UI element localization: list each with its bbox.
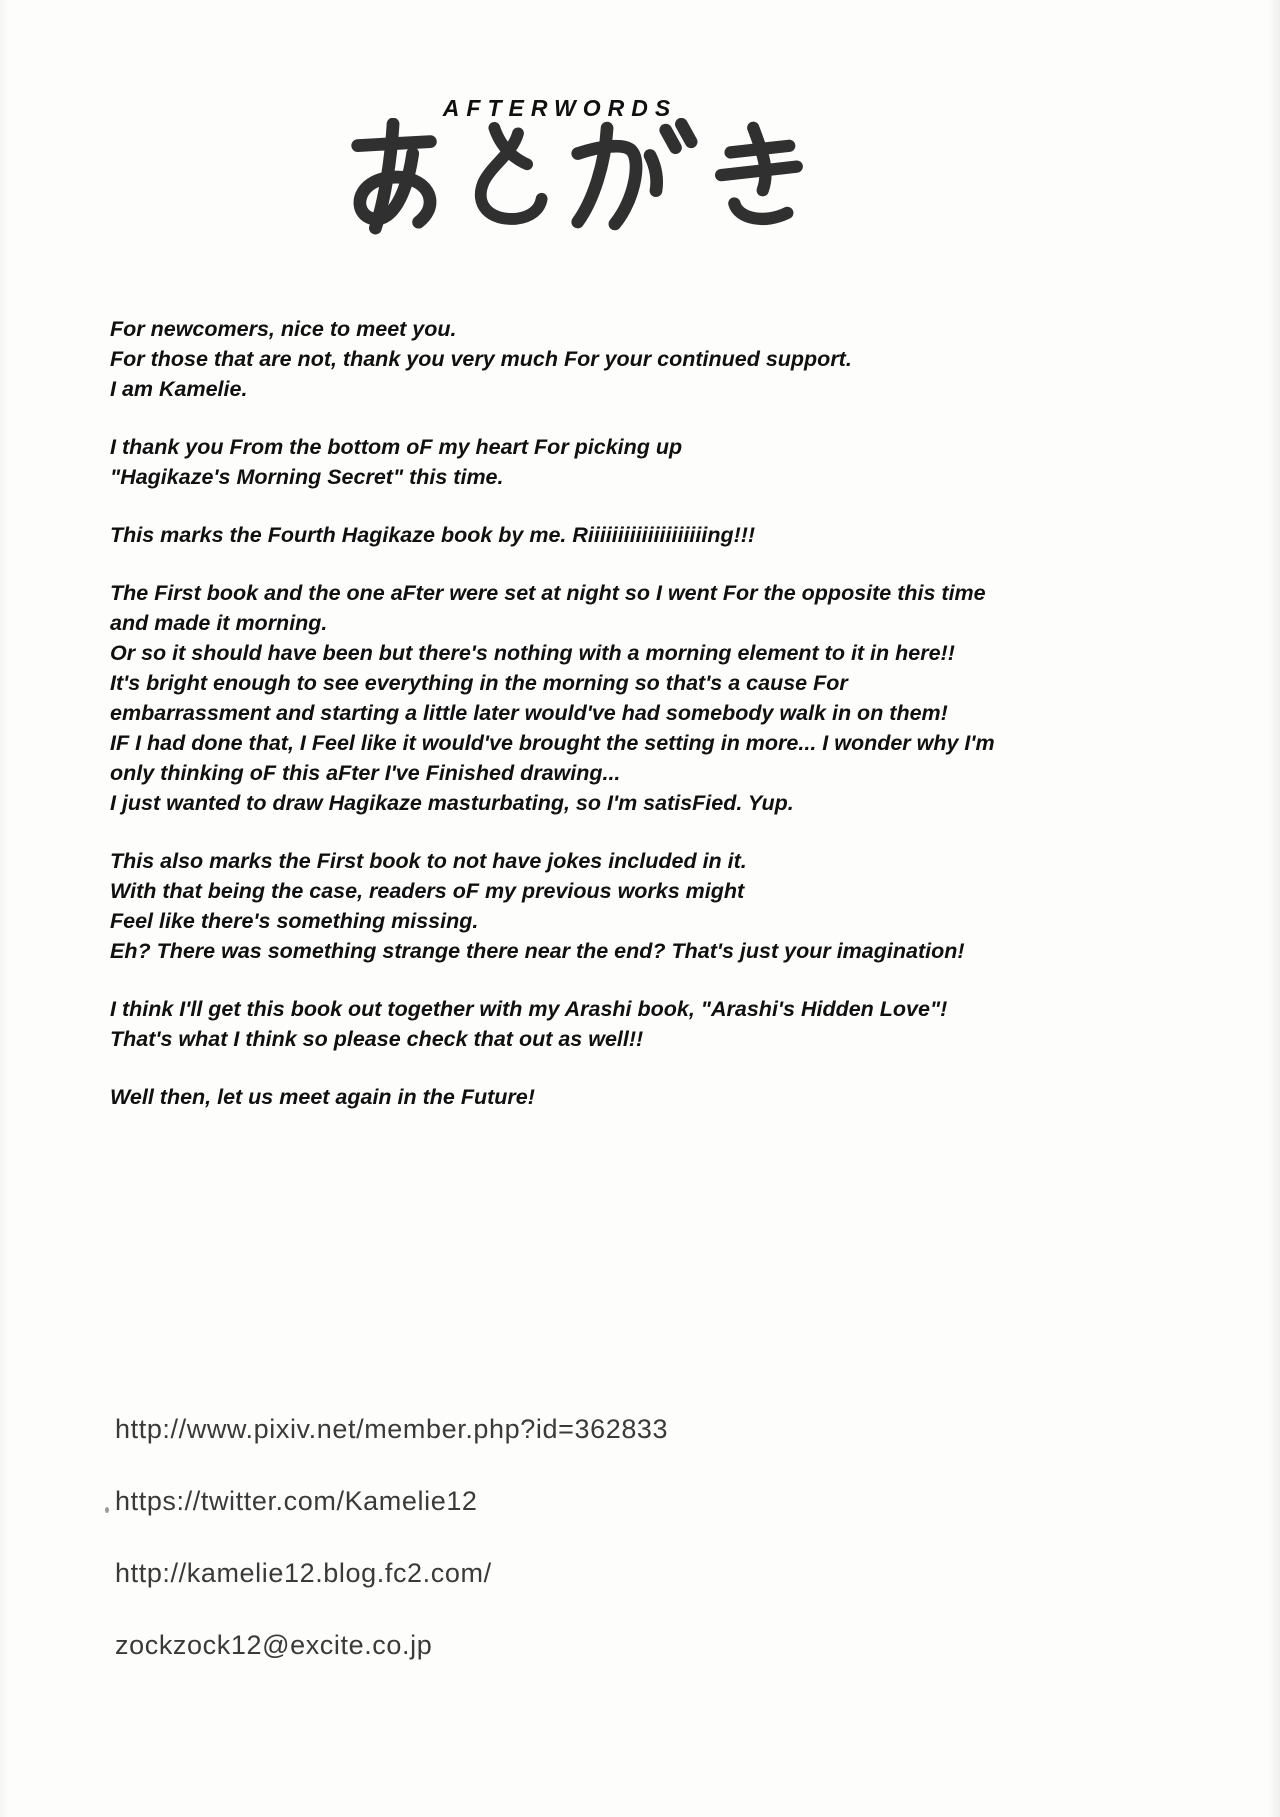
text-line: only thinking oF this aFter I've Finished drawing... (110, 761, 621, 785)
text-line: I am Kamelie. (110, 377, 248, 401)
text-line: Feel like there's something missing. (110, 909, 479, 933)
kana-ga-glyph (566, 118, 698, 236)
twitter-url: https://twitter.com/Kamelie12 (115, 1487, 668, 1515)
text-line: That's what I think so please check that out as well!! (110, 1027, 644, 1051)
text-line: Eh? There was something strange there near the end? That's just your imagination! (110, 939, 965, 963)
paragraph-greeting (110, 314, 1210, 404)
text-line: IF I had done that, I Feel like it would've brought the setting in more... I wonder why I'm (110, 731, 995, 755)
text-line: embarrassment and starting a little later would've had somebody walk in on them! (110, 701, 948, 725)
blog-url: http://kamelie12.blog.fc2.com/ (115, 1558, 492, 1588)
kana-to-glyph (458, 118, 558, 236)
contact-links (115, 1415, 668, 1703)
afterwords-subtitle: AFTERWORDS (442, 95, 678, 121)
text-line: Or so it should have been but there's nothing with a morning element to it in here!! (110, 641, 955, 665)
text-line: I think I'll get this book out together with my Arashi book, "Arashi's Hidden Love"! (110, 997, 948, 1021)
text-line: It's bright enough to see everything in the morning so that's a cause For (110, 671, 848, 695)
paragraph-fourth-book (110, 520, 1210, 550)
paragraph-farewell (110, 1082, 1210, 1112)
pixiv-url: http://www.pixiv.net/member.php?id=362833 (115, 1414, 669, 1444)
text-line: For those that are not, thank you very much For your continued support. (110, 347, 852, 371)
paragraph-arashi-book (110, 994, 1210, 1054)
paragraph-no-jokes (110, 846, 1210, 966)
text-line: This also marks the First book to not have jokes included in it. (110, 849, 747, 873)
text-line: I thank you From the bottom oF my heart For picking up (110, 435, 683, 459)
paragraph-thanks (110, 432, 1210, 492)
text-line: Well then, let us meet again in the Future! (110, 1085, 535, 1109)
text-line: For newcomers, nice to meet you. (110, 317, 457, 341)
text-line: This marks the Fourth Hagikaze book by me. Riiiiiiiiiiiiiiiiiiiing!!! (110, 523, 756, 547)
text-line: The First book and the one aFter were set at night so I went For the opposite this time (110, 581, 986, 605)
text-line: "Hagikaze's Morning Secret" this time. (110, 465, 504, 489)
text-line: With that being the case, readers oF my previous works might (110, 879, 745, 903)
afterword-text (110, 314, 1210, 1140)
kana-a-glyph (342, 118, 450, 236)
text-line: I just wanted to draw Hagikaze masturbating, so I'm satisFied. Yup. (110, 791, 794, 815)
atogaki-title (342, 118, 810, 236)
paragraph-setting (110, 578, 1210, 818)
text-line: and made it morning. (110, 611, 328, 635)
email-address: zockzock12@excite.co.jp (115, 1630, 433, 1660)
kana-ki-glyph (706, 118, 810, 236)
